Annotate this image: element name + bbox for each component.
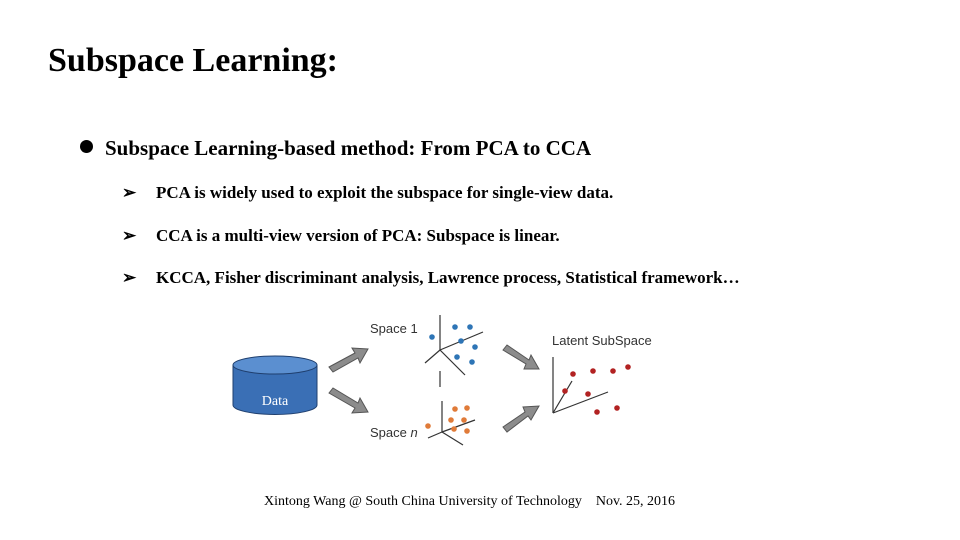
sub-bullet-text: CCA is a multi-view version of PCA: Subspace is linear. <box>156 226 560 245</box>
arrow-up-icon <box>329 348 368 372</box>
main-bullet <box>80 136 591 161</box>
latent-points <box>562 364 631 415</box>
database-icon <box>233 356 317 414</box>
arrow-bullet-icon: ➢ <box>122 268 137 287</box>
sub-bullet-text: KCCA, Fisher discriminant analysis, Lawrence process, Statistical framework… <box>156 268 740 287</box>
footer <box>264 494 675 510</box>
slide-title: Subspace Learning: <box>48 42 338 79</box>
data-label: Data <box>261 394 289 409</box>
arrow-bullet-icon: ➢ <box>122 183 137 202</box>
main-bullet-text: Subspace Learning-based method: From PCA to CCA <box>105 136 592 160</box>
subspace-diagram <box>225 305 665 455</box>
sub-bullet-text: PCA is widely used to exploit the subspace for single-view data. <box>156 183 614 202</box>
arrow-bullet-icon: ➢ <box>122 226 137 245</box>
footer-date: Nov. 25, 2016 <box>595 494 676 509</box>
latent-axes <box>553 357 608 413</box>
space1-label: Space 1 <box>370 321 418 336</box>
sub-bullet-2 <box>122 226 560 246</box>
arrow-to-latent-upper-icon <box>503 345 539 369</box>
latent-label: Latent SubSpace <box>552 333 652 348</box>
spacen-label: Space n <box>370 425 418 440</box>
arrow-to-latent-lower-icon <box>503 406 539 432</box>
sub-bullet-1 <box>122 183 613 203</box>
sub-bullet-3 <box>122 268 740 288</box>
footer-author: Xintong Wang @ South China University of Technology <box>264 494 582 509</box>
arrow-down-icon <box>329 388 368 413</box>
bullet-dot-icon <box>80 140 93 153</box>
